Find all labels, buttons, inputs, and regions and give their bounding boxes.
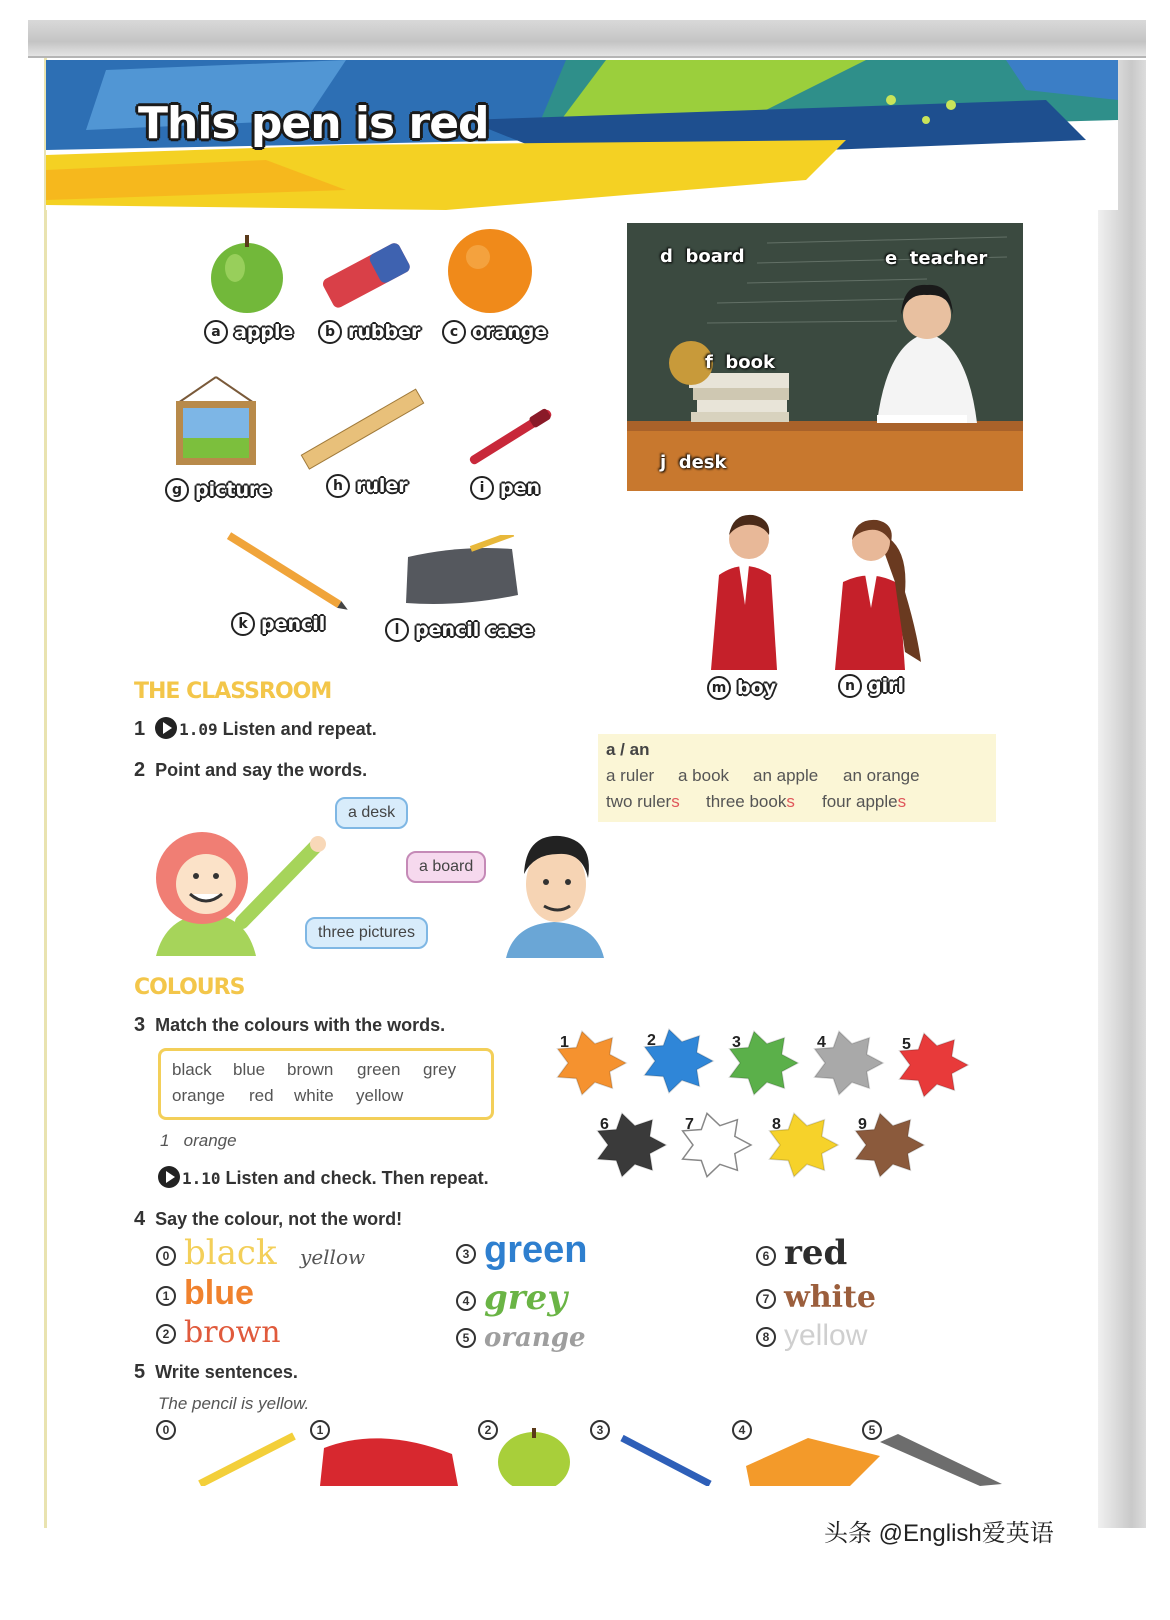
paint-splat-number: 1	[560, 1034, 569, 1051]
grey-ruler-image	[880, 1434, 1002, 1486]
grammar-example: a book	[678, 766, 730, 785]
stroop-word-8: 8 yellow	[756, 1315, 867, 1354]
pencil-image	[212, 528, 362, 618]
page-binding-edge	[1098, 60, 1146, 1528]
colour-word: yellow	[356, 1086, 404, 1105]
speech-bubble-board: a board	[406, 851, 486, 883]
colour-word: red	[249, 1086, 274, 1105]
vocab-label-h: h ruler	[326, 474, 408, 498]
vocab-label-e: e teacher	[885, 248, 988, 269]
vocab-label-g: g picture	[165, 478, 271, 502]
watermark-text: 头条 @English爱英语	[824, 1520, 1054, 1547]
paint-splat-3	[730, 1031, 798, 1094]
ex5-item-5: 5	[862, 1420, 890, 1443]
paint-splat-number: 2	[647, 1032, 656, 1049]
grammar-plural: three books	[706, 792, 795, 811]
vocab-label-k: k pencil	[231, 612, 325, 636]
colour-word: black	[172, 1060, 212, 1079]
paint-splat-5	[900, 1033, 968, 1096]
ex5-item-4: 4	[732, 1420, 760, 1443]
vocab-label-n: n girl	[838, 674, 904, 698]
paint-splats	[550, 1025, 980, 1190]
vocab-label-j: j desk	[660, 452, 727, 473]
grammar-example: an apple	[753, 766, 819, 785]
colour-word: green	[357, 1060, 401, 1079]
speech-bubble-desk: a desk	[335, 797, 408, 829]
picture-image	[172, 375, 260, 470]
cartoon-girl	[146, 826, 326, 956]
girl-image	[825, 512, 925, 670]
speech-bubble-pictures: three pictures	[305, 917, 428, 949]
grammar-plural: two rulers	[606, 792, 680, 811]
vocab-label-f: f book	[705, 352, 775, 373]
vocab-label-b: b rubber	[318, 320, 420, 344]
paint-splat-number: 3	[732, 1034, 741, 1051]
listen-check-instruction: 1.10 Listen and check. Then repeat.	[158, 1166, 489, 1189]
apple-image	[205, 232, 290, 317]
grammar-example: an orange	[843, 766, 920, 785]
colour-word: blue	[233, 1060, 266, 1079]
page-title: This pen is red	[138, 98, 489, 149]
stroop-word-1: 1 blue	[156, 1274, 254, 1313]
exercise-2: 2 Point and say the words.	[134, 759, 368, 781]
grammar-box	[598, 734, 996, 822]
paint-splat-1	[558, 1031, 626, 1094]
colour-word: grey	[423, 1060, 457, 1079]
colour-word: white	[294, 1086, 334, 1105]
paint-splat-number: 5	[902, 1036, 911, 1053]
section-heading-colours: COLOURS	[134, 975, 245, 1000]
paint-splat-7	[683, 1113, 751, 1176]
green-apple-image	[498, 1428, 570, 1486]
boy-image	[705, 505, 785, 670]
stroop-word-6: 6 red	[756, 1233, 847, 1273]
vocab-label-l: l pencil case	[385, 618, 534, 642]
blue-pen-image	[622, 1438, 710, 1484]
paint-splat-6	[598, 1113, 666, 1176]
paint-splat-number: 7	[685, 1116, 694, 1133]
exercise-5-example: The pencil is yellow.	[158, 1394, 310, 1413]
paint-splat-9	[856, 1113, 924, 1176]
ex5-item-0: 0	[156, 1420, 184, 1443]
vocab-label-a: a apple	[204, 320, 293, 344]
paint-splat-2	[645, 1029, 713, 1092]
section-heading-classroom: THE CLASSROOM	[134, 679, 332, 704]
ex5-item-1: 1	[310, 1420, 338, 1443]
exercise-1: 1 1.09 Listen and repeat.	[134, 718, 377, 740]
paint-splat-4	[815, 1031, 883, 1094]
paint-splat-number: 6	[600, 1116, 609, 1133]
vocab-label-m: m boy	[707, 676, 776, 700]
yellow-pencil-image	[200, 1436, 294, 1484]
stroop-word-7: 7 white	[756, 1277, 876, 1316]
colour-word: orange	[172, 1086, 225, 1105]
paint-splat-8	[770, 1113, 838, 1176]
rubber-image	[318, 238, 413, 313]
grammar-example: a ruler	[606, 766, 655, 785]
pencil-case-image	[400, 535, 525, 610]
ruler-image	[293, 385, 433, 475]
exercise-5: 5 Write sentences.	[134, 1361, 298, 1383]
orange-image	[446, 225, 536, 315]
paint-splat-number: 9	[858, 1116, 867, 1133]
vocab-label-d: d board	[660, 246, 745, 267]
exercise-4: 4 Say the colour, not the word!	[134, 1208, 403, 1230]
exercise-3-example: 1 orange	[160, 1131, 237, 1150]
exercise-3: 3 Match the colours with the words.	[134, 1014, 446, 1036]
stroop-word-2: 2 brown	[156, 1312, 281, 1351]
play-audio-icon[interactable]	[155, 717, 177, 739]
pen-image	[458, 400, 563, 475]
colour-word: brown	[287, 1060, 334, 1079]
stroop-word-5: 5 orange	[456, 1316, 586, 1355]
stroop-word-4: 4 grey	[456, 1278, 567, 1318]
grammar-title: a / an	[606, 740, 650, 759]
red-pencil-case-image	[320, 1438, 458, 1486]
paint-splat-number: 8	[772, 1116, 781, 1133]
cartoon-boy	[504, 830, 606, 958]
vocab-label-i: i pen	[470, 476, 540, 500]
ex5-objects	[190, 1428, 1010, 1486]
grammar-plural: four apples	[822, 792, 907, 811]
ex5-item-2: 2	[478, 1420, 506, 1443]
scan-top-edge	[28, 20, 1146, 58]
play-audio-icon[interactable]	[158, 1166, 180, 1188]
ex5-item-3: 3	[590, 1420, 618, 1443]
vocab-label-c: c orange	[442, 320, 547, 344]
stroop-word-0: 0 black yellow	[156, 1233, 365, 1273]
stroop-word-3: 3 green	[456, 1229, 587, 1272]
colour-word-box	[158, 1048, 494, 1120]
paint-splat-number: 4	[817, 1034, 826, 1051]
orange-book-image	[746, 1438, 880, 1486]
